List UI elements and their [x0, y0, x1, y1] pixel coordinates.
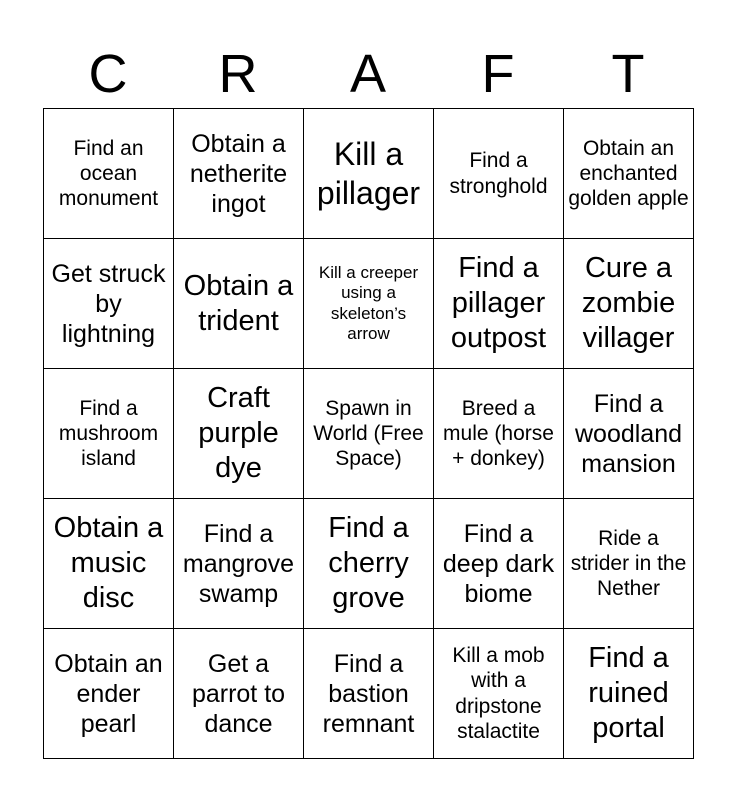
bingo-cell[interactable]: Obtain a music disc [44, 499, 174, 629]
bingo-cell[interactable]: Breed a mule (horse + donkey) [434, 369, 564, 499]
bingo-cell[interactable]: Find a woodland mansion [564, 369, 694, 499]
bingo-cell[interactable]: Find a pillager outpost [434, 239, 564, 369]
bingo-cell[interactable]: Get struck by lightning [44, 239, 174, 369]
bingo-header [43, 40, 693, 108]
bingo-cell[interactable]: Obtain an enchanted golden apple [564, 109, 694, 239]
header-letter-c: C [88, 44, 128, 104]
header-letter-f: F [481, 44, 515, 104]
bingo-cell[interactable]: Find a stronghold [434, 109, 564, 239]
bingo-cell[interactable]: Obtain a trident [174, 239, 304, 369]
bingo-cell[interactable]: Get a parrot to dance [174, 629, 304, 759]
grid-row [44, 629, 694, 759]
bingo-cell[interactable]: Find a deep dark biome [434, 499, 564, 629]
header-letter-t: T [611, 44, 645, 104]
bingo-cell[interactable]: Find a cherry grove [304, 499, 434, 629]
bingo-cell[interactable]: Obtain an ender pearl [44, 629, 174, 759]
bingo-cell[interactable]: Obtain a netherite ingot [174, 109, 304, 239]
bingo-cell[interactable]: Kill a pillager [304, 109, 434, 239]
bingo-cell[interactable]: Find an ocean monument [44, 109, 174, 239]
grid-row [44, 499, 694, 629]
bingo-cell[interactable]: Find a mangrove swamp [174, 499, 304, 629]
bingo-cell[interactable]: Kill a creeper using a skeleton’s arrow [304, 239, 434, 369]
bingo-grid [43, 108, 694, 759]
header-letter-a: A [349, 44, 387, 104]
bingo-cell[interactable]: Ride a strider in the Nether [564, 499, 694, 629]
grid-row [44, 369, 694, 499]
header-letter-r: R [218, 44, 258, 104]
bingo-cell[interactable]: Find a bastion remnant [304, 629, 434, 759]
grid-row [44, 109, 694, 239]
bingo-cell free-space[interactable]: Spawn in World (Free Space) [304, 369, 434, 499]
bingo-cell[interactable]: Find a ruined portal [564, 629, 694, 759]
bingo-cell[interactable]: Cure a zombie villager [564, 239, 694, 369]
bingo-cell[interactable]: Kill a mob with a dripstone stalactite [434, 629, 564, 759]
bingo-cell[interactable]: Craft purple dye [174, 369, 304, 499]
grid-row [44, 239, 694, 369]
bingo-cell[interactable]: Find a mushroom island [44, 369, 174, 499]
